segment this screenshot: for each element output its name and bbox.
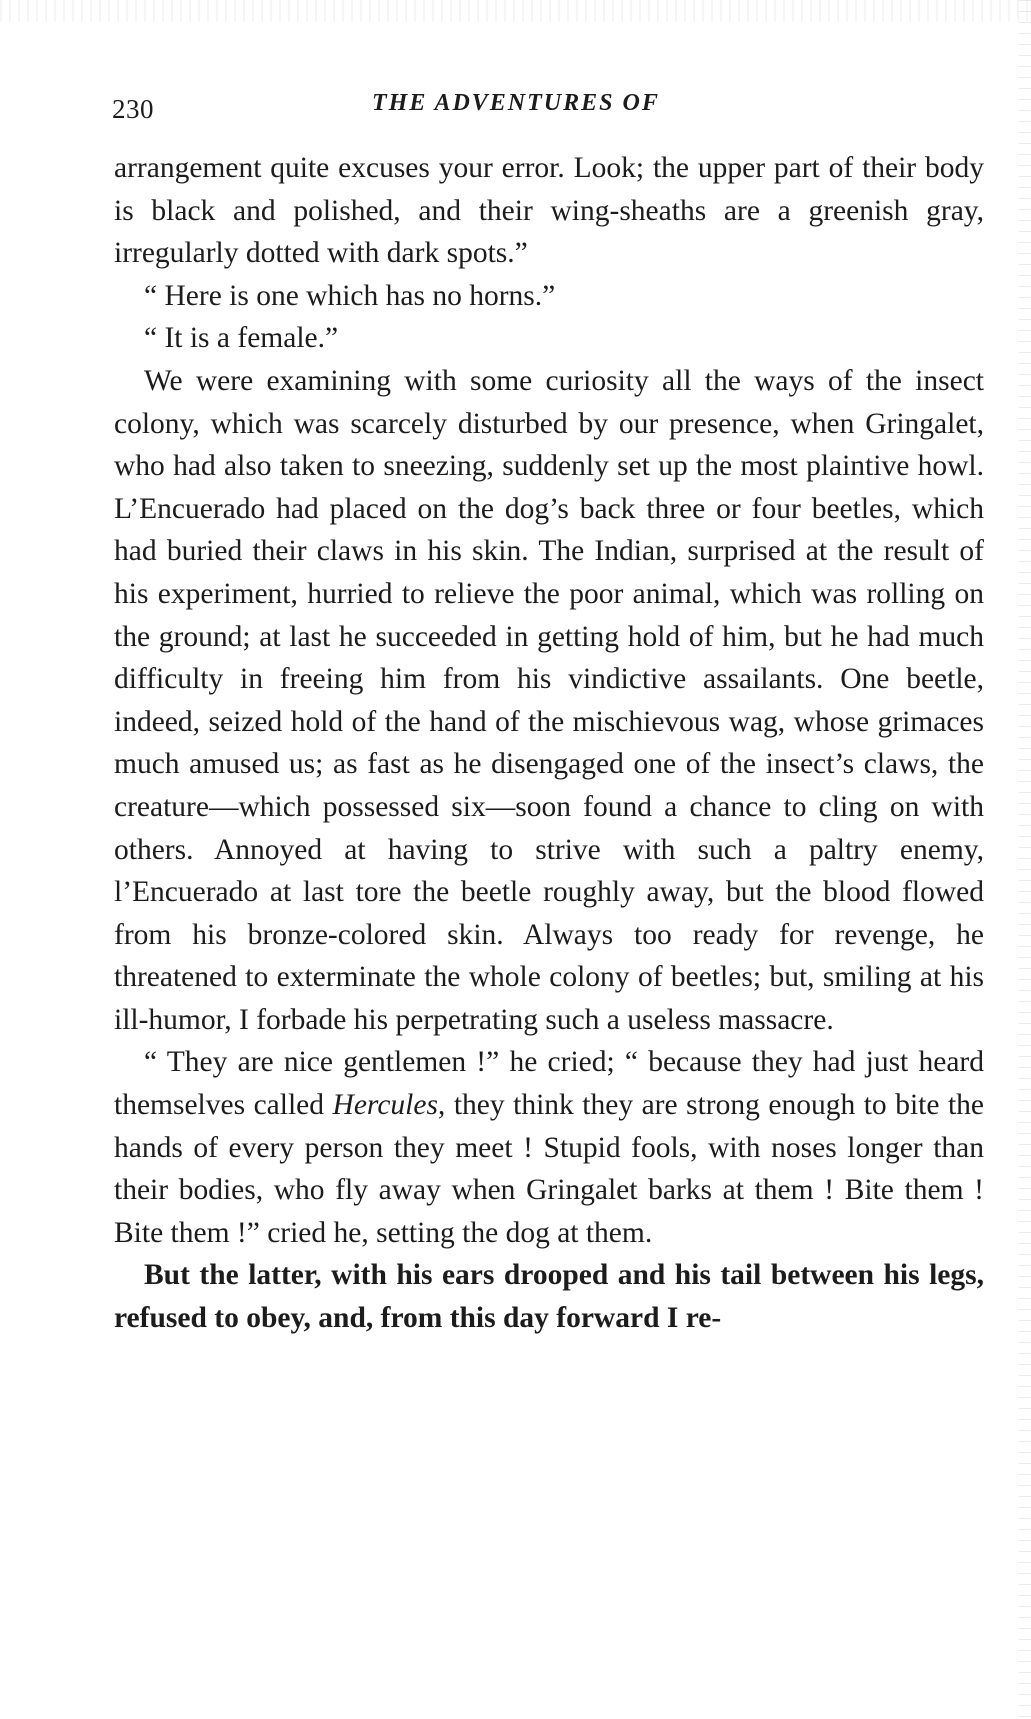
paragraph-continuation: arrangement quite excuses your error. Look; the upper part of their body is black and polished, and their wing-sheaths are a greenish gray, irregularly dotted with dark spots.” (114, 152, 984, 270)
paragraph-dialogue-female: “ It is a female.” (144, 322, 339, 355)
body-text (114, 147, 984, 1340)
running-head: THE ADVENTURES OF (372, 90, 660, 116)
scan-edge-specks (0, 0, 1031, 22)
italic-hercules: Hercules, (332, 1089, 446, 1122)
speech-after-italic: they think they are strong enough to bite the hands of every person they meet ! Stupid fools, with noses longer than their bodies, who fly away when Gringalet barks at them ! Bite them ! Bite them !” cried he, setting the dog at them. (114, 1089, 984, 1249)
paragraph-gentlemen-speech (114, 1041, 984, 1254)
paragraph-beetle-colony: We were examining with some curiosity all the ways of the insect colony, which was scarcely disturbed by our presence, when Gringalet, who had also taken to sneezing, suddenly set up the most plaintive howl. L’Encuerado had placed on the dog’s back three or four beetles, which had buried their claws in his skin. The Indian, surprised at the result of his experiment, hurried to relieve the poor animal, which was rolling on the ground; at last he succeeded in getting hold of him, but he had much difficulty in freeing him from his vindictive assailants. One beetle, indeed, seized hold of the hand of the mischievous wag, whose grimaces much amused us; as fast as he disengaged one of the insect’s claws, the creature—which possessed six—soon found a chance to cling on with others. Annoyed at having to strive with such a paltry enemy, l’Encuerado at last tore the beetle roughly away, but the blood flowed from his bronze-colored skin. Always too ready for revenge, he threatened to exterminate the whole colony of beetles; but, smiling at his ill-humor, I forbade his perpetrating such a useless massacre. (114, 364, 984, 1036)
page-header (112, 90, 982, 130)
paragraph-dialogue-horns: “ Here is one which has no horns.” (144, 279, 556, 312)
speech-before-italic: “ They are nice gentlemen !” he cried; “ because they had just heard themselves called (114, 1046, 984, 1122)
scan-gutter-noise (1019, 0, 1031, 1719)
page-number: 230 (112, 94, 154, 124)
paragraph-dog-refuses: But the latter, with his ears drooped and his tail between his legs, refused to obey, and, from this day forward I re- (114, 1259, 984, 1335)
